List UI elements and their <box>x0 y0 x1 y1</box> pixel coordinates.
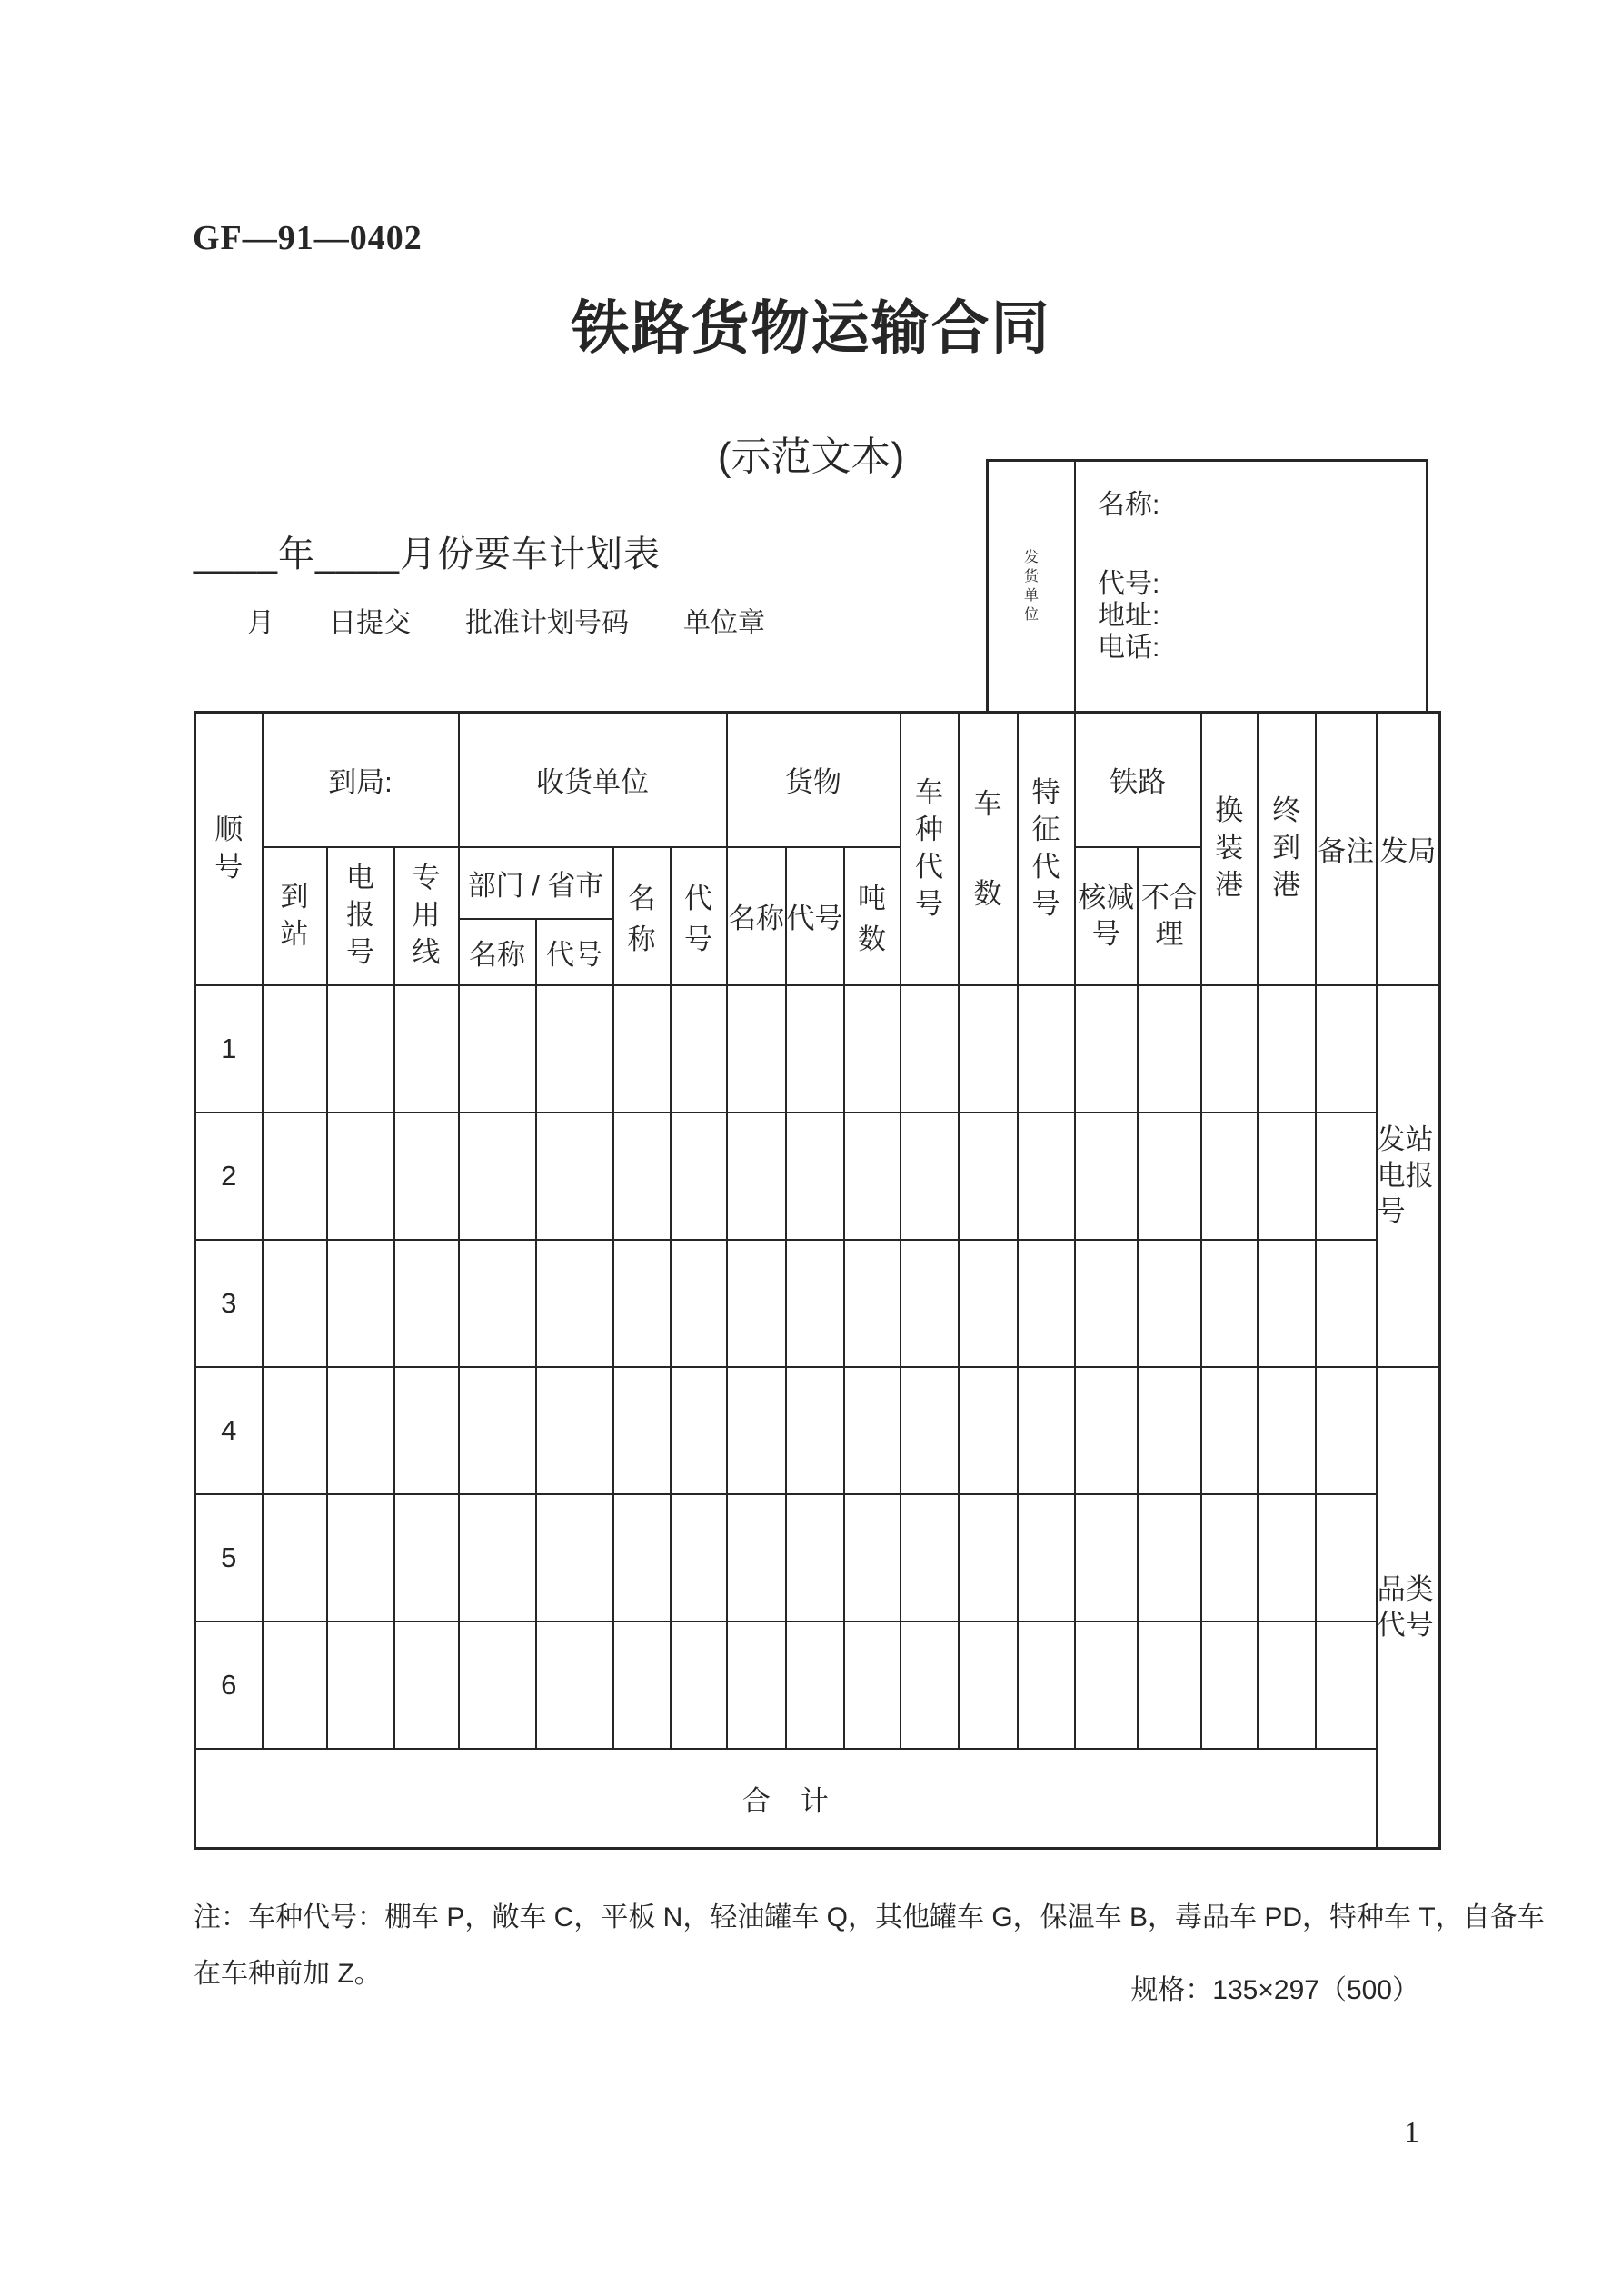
body-cell <box>671 1494 727 1622</box>
body-cell <box>1201 1367 1258 1494</box>
body-cell <box>671 985 727 1113</box>
footnote-line-1: 注：车种代号：棚车 P，敞车 C，平板 N，轻油罐车 Q，其他罐车 G，保温车 B，毒品车 PD，特种车 T，自备车 <box>194 1902 1545 1932</box>
header-row-1 <box>195 713 1440 847</box>
body-cell <box>1138 985 1201 1113</box>
body-cell <box>1316 985 1377 1113</box>
body-cell <box>327 985 394 1113</box>
body-cell <box>1075 1622 1139 1749</box>
body-cell <box>1075 1113 1139 1240</box>
body-cell <box>671 1240 727 1367</box>
row-seq-cell: 3 <box>195 1240 263 1367</box>
shipper-box-label: 发货单位 <box>1023 549 1039 624</box>
body-cell <box>536 985 613 1113</box>
body-cell <box>327 1113 394 1240</box>
page-title: 铁路货物运输合同 <box>571 295 1051 361</box>
body-cell <box>1258 1622 1316 1749</box>
table-row-6 <box>195 1622 1440 1749</box>
body-cell <box>844 985 901 1113</box>
shipper-box <box>986 459 1428 711</box>
body-cell <box>1201 1113 1258 1240</box>
body-cell <box>786 1494 844 1622</box>
body-cell <box>671 1367 727 1494</box>
body-cell <box>1258 1367 1316 1494</box>
body-cell <box>959 1494 1018 1622</box>
body-cell <box>671 1113 727 1240</box>
body-cell <box>727 1494 786 1622</box>
row-seq-cell: 2 <box>195 1113 263 1240</box>
col-header-private-line: 专用线 <box>394 847 459 985</box>
col-header-dest-station: 到站 <box>263 847 327 985</box>
body-cell <box>1138 1622 1201 1749</box>
body-cell <box>1316 1240 1377 1367</box>
col-header-seq: 顺号 <box>195 713 263 985</box>
col-header-unreasonable: 不合理 <box>1138 847 1201 985</box>
row-seq-cell: 5 <box>195 1494 263 1622</box>
shipper-field-phone: 电话: <box>1098 633 1160 663</box>
table-row-1 <box>195 985 1440 1113</box>
body-cell <box>1138 1494 1201 1622</box>
body-cell <box>613 985 671 1113</box>
body-cell <box>1201 1494 1258 1622</box>
shipper-box-fields <box>1076 462 1426 711</box>
col-group-dept-province: 部门 / 省市 <box>459 847 613 919</box>
body-cell <box>901 985 959 1113</box>
body-cell <box>959 1240 1018 1367</box>
col-header-tonnage: 吨数 <box>844 847 901 985</box>
body-cell <box>959 1367 1018 1494</box>
body-cell <box>536 1494 613 1622</box>
col-header-telegraph-no: 电报号 <box>327 847 394 985</box>
body-cell <box>671 1622 727 1749</box>
body-cell <box>727 985 786 1113</box>
body-cell <box>459 1113 536 1240</box>
col-group-consignee: 收货单位 <box>459 713 727 847</box>
body-cell <box>727 1113 786 1240</box>
body-cell <box>263 1367 327 1494</box>
body-cell <box>613 1622 671 1749</box>
col-header-remarks: 备注 <box>1316 713 1377 985</box>
body-cell <box>901 1240 959 1367</box>
col-header-transfer-port: 换装港 <box>1201 713 1258 985</box>
body-cell <box>1018 1494 1075 1622</box>
col-header-reduce-no: 核减号 <box>1075 847 1139 985</box>
body-cell <box>1018 1622 1075 1749</box>
body-cell <box>844 1622 901 1749</box>
col-header-consignee-name: 名称 <box>613 847 671 985</box>
footnote-line-2: 在车种前加 Z。 <box>194 1959 382 1989</box>
body-cell <box>1258 1494 1316 1622</box>
body-cell <box>459 1367 536 1494</box>
body-cell <box>1138 1240 1201 1367</box>
plan-table-subline: 月 日提交 批准计划号码 单位章 <box>247 608 765 638</box>
body-cell <box>263 1113 327 1240</box>
body-cell <box>786 985 844 1113</box>
body-cell <box>727 1367 786 1494</box>
body-cell <box>1018 985 1075 1113</box>
body-cell <box>327 1622 394 1749</box>
col-header-dispatch-bureau: 发局 <box>1377 713 1440 985</box>
body-cell <box>901 1113 959 1240</box>
body-cell <box>613 1240 671 1367</box>
body-cell <box>394 1240 459 1367</box>
shipper-field-name: 名称: <box>1098 490 1160 520</box>
body-cell <box>1075 1494 1139 1622</box>
body-cell <box>959 1113 1018 1240</box>
body-cell <box>727 1240 786 1367</box>
plan-table-title: ____年____月份要车计划表 <box>194 534 661 574</box>
page-subtitle: (示范文本) <box>717 434 905 479</box>
table-body <box>195 985 1440 1849</box>
body-cell <box>959 1622 1018 1749</box>
col-group-goods: 货物 <box>727 713 901 847</box>
shipper-field-code: 代号: <box>1098 569 1160 599</box>
body-cell <box>1258 1240 1316 1367</box>
body-cell <box>1201 1622 1258 1749</box>
body-cell <box>536 1367 613 1494</box>
body-cell <box>459 1494 536 1622</box>
body-cell <box>901 1622 959 1749</box>
col-header-final-port: 终到港 <box>1258 713 1316 985</box>
body-cell <box>844 1494 901 1622</box>
body-cell <box>263 985 327 1113</box>
body-cell <box>394 985 459 1113</box>
table-header <box>195 713 1440 985</box>
body-cell <box>786 1622 844 1749</box>
table-row-5 <box>195 1494 1440 1622</box>
col-header-goods-code: 代号 <box>786 847 844 985</box>
body-cell <box>263 1622 327 1749</box>
body-cell <box>844 1367 901 1494</box>
total-label-cell: 合 计 <box>195 1749 1377 1849</box>
body-cell <box>613 1494 671 1622</box>
row-seq-cell: 1 <box>195 985 263 1113</box>
body-cell <box>459 1240 536 1367</box>
body-cell <box>786 1240 844 1367</box>
col-header-dept-name: 名称 <box>459 919 536 985</box>
body-cell <box>1138 1113 1201 1240</box>
body-cell <box>1316 1367 1377 1494</box>
body-cell <box>1075 1367 1139 1494</box>
body-cell <box>394 1367 459 1494</box>
shipper-box-label-cell <box>989 462 1076 711</box>
body-cell <box>1316 1494 1377 1622</box>
body-cell <box>459 1622 536 1749</box>
body-cell <box>1018 1113 1075 1240</box>
body-cell <box>959 985 1018 1113</box>
body-cell <box>263 1240 327 1367</box>
table-row-3 <box>195 1240 1440 1367</box>
body-cell <box>1201 1240 1258 1367</box>
body-cell <box>1075 1240 1139 1367</box>
body-cell <box>1258 1113 1316 1240</box>
body-cell <box>394 1113 459 1240</box>
body-cell <box>1075 985 1139 1113</box>
body-cell <box>1316 1113 1377 1240</box>
body-cell <box>327 1367 394 1494</box>
page-number: 1 <box>1404 2116 1419 2150</box>
body-cell <box>1018 1240 1075 1367</box>
shipper-field-address: 地址: <box>1098 601 1160 631</box>
col-group-railway: 铁路 <box>1075 713 1201 847</box>
body-cell <box>394 1494 459 1622</box>
body-cell <box>327 1494 394 1622</box>
body-cell <box>263 1494 327 1622</box>
row-seq-cell: 6 <box>195 1622 263 1749</box>
body-cell <box>1316 1622 1377 1749</box>
body-cell <box>727 1622 786 1749</box>
body-cell <box>536 1622 613 1749</box>
table-row-2 <box>195 1113 1440 1240</box>
total-row <box>195 1749 1440 1849</box>
body-cell <box>901 1494 959 1622</box>
col-header-goods-name: 名称 <box>727 847 786 985</box>
body-cell <box>844 1240 901 1367</box>
doc-code: GF—91—0402 <box>193 219 423 257</box>
category-code-cell: 品类代号 <box>1377 1367 1440 1849</box>
body-cell <box>536 1113 613 1240</box>
dispatch-station-telegraph-cell: 发站电报号 <box>1377 985 1440 1367</box>
body-cell <box>844 1113 901 1240</box>
body-cell <box>786 1367 844 1494</box>
col-header-dept-code: 代号 <box>536 919 613 985</box>
spec-line: 规格：135×297（500） <box>1130 1975 1419 2005</box>
body-cell <box>786 1113 844 1240</box>
body-cell <box>1138 1367 1201 1494</box>
body-cell <box>1201 985 1258 1113</box>
col-group-dest-bureau: 到局: <box>263 713 459 847</box>
body-cell <box>459 985 536 1113</box>
col-header-consignee-code: 代号 <box>671 847 727 985</box>
col-header-car-count: 车数 <box>959 713 1018 985</box>
body-cell <box>613 1367 671 1494</box>
col-header-feature-code: 特征代号 <box>1018 713 1075 985</box>
col-header-car-type-code: 车种代号 <box>901 713 959 985</box>
body-cell <box>536 1240 613 1367</box>
body-cell <box>1258 985 1316 1113</box>
row-seq-cell: 4 <box>195 1367 263 1494</box>
body-cell <box>1018 1367 1075 1494</box>
table-row-4 <box>195 1367 1440 1494</box>
body-cell <box>901 1367 959 1494</box>
body-cell <box>327 1240 394 1367</box>
car-plan-table <box>194 711 1441 1850</box>
body-cell <box>394 1622 459 1749</box>
body-cell <box>613 1113 671 1240</box>
